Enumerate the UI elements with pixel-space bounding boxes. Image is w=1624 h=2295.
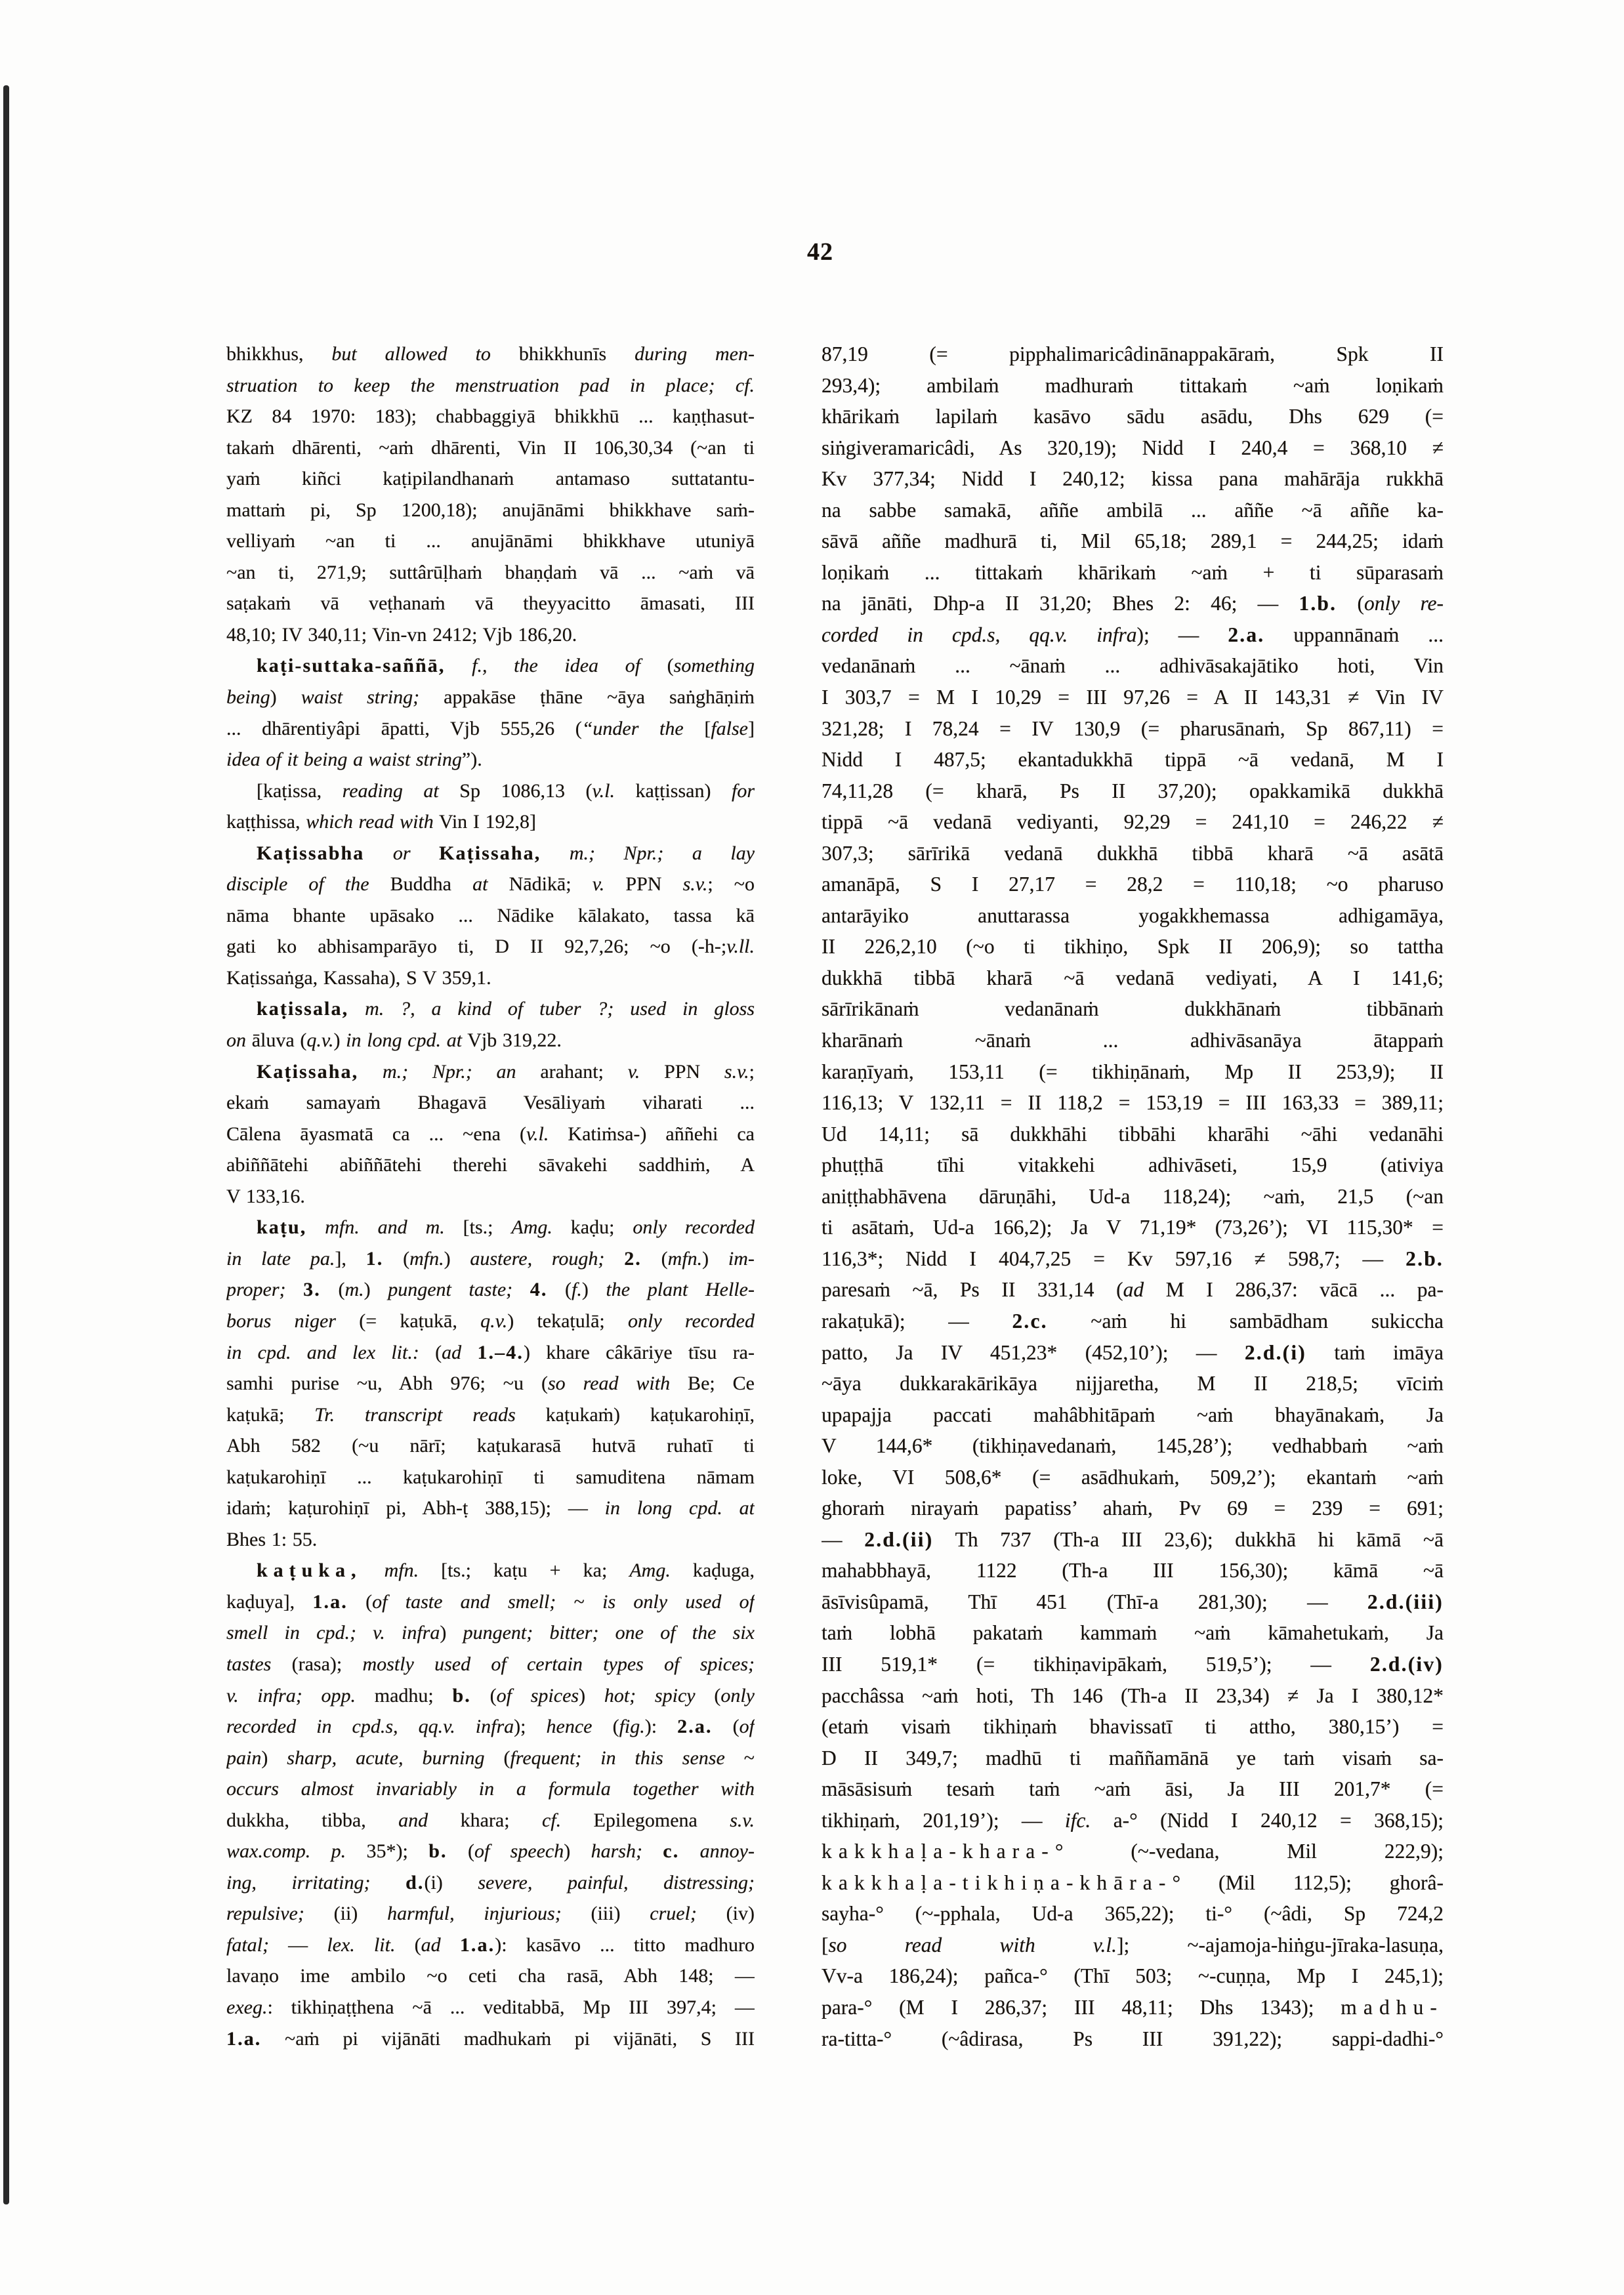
text-line: kaṭuka, mfn. [ts.; kaṭu + ka; Amg. kaḍuga, [257,1560,755,1582]
entry-katissaha [226,1056,755,1212]
text-line: lavaṇo ime ambilo ~o ceti cha rasā, Abh 148; — [226,1965,755,1987]
text-line: D II 349,7; madhū ti maññamānā ye taṁ visaṁ sa- [822,1746,1444,1769]
text-line: na jānāti, Dhp-a II 31,20; Bhes 2: 46; — 1.b. (only re- [822,592,1444,615]
text-line: aniṭṭhabhāvena dāruṇāhi, Ud-a 118,24); ~aṁ, 21,5 (~an [822,1184,1444,1208]
text-line: V 133,16. [226,1185,305,1207]
text-line: idaṁ; kaṭurohiṇī pi, Abh-ṭ 388,15); — in long cpd. at [226,1497,755,1520]
text-line: [kaṭissa, reading at Sp 1086,13 (v.l. kaṭṭissan) for [257,779,755,802]
text-line: (etaṁ visaṁ tikhiṇaṁ bhavissatī ti attho, 380,15’) = [822,1715,1444,1739]
text-line: abiññātehi abiññātehi therehi sāvakehi saddhiṁ, A [226,1154,755,1176]
text-line: phuṭṭhā tīhi vitakkehi adhivāseti, 15,9 (ativiya [822,1153,1444,1177]
text-line: patto, Ja IV 451,23* (452,10’); — 2.d.(i) taṁ imāya [822,1340,1444,1364]
text-line: I 303,7 = M I 10,29 = III 97,26 = A II 143,31 ≠ Vin IV [822,686,1444,709]
text-line: yaṁ kiñci kaṭipilandhanaṁ antamaso suttatantu- [226,468,755,490]
text-line: ekaṁ samayaṁ Bhagavā Vesāliyaṁ viharati ... [226,1092,755,1114]
entry-katuka-continuation [822,339,1444,2054]
entry-katissala [226,993,755,1056]
text-line: 321,28; I 78,24 = IV 130,9 (= pharusānaṁ, Sp 867,11) = [822,716,1444,740]
text-line: na sabbe samakā, aññe ambilā ... aññe ~ā aññe ka- [822,498,1444,522]
text-line: borus niger (= kaṭukā, q.v.) tekaṭulā; only recorded [226,1310,755,1332]
text-line: ra-titta-° (~âdirasa, Ps III 391,22); sappi-dadhi-° [822,2027,1444,2050]
text-line: 307,3; sārīrikā vedanā dukkhā tibbā kharā ~ā asātā [822,841,1444,865]
text-line: Nidd I 487,5; ekantadukkhā tippā ~ā vedanā, M I [822,748,1444,772]
text-line: 48,10; IV 340,11; Vin-vn 2412; Vjb 186,20. [226,623,577,646]
text-line: kaṭi-suttaka-saññā, f., the idea of (something [257,655,755,677]
entry-katuka [226,1555,755,2054]
text-line: Bhes 1: 55. [226,1528,318,1550]
entry-katissabha [226,838,755,994]
text-line: pacchâssa ~aṁ hoti, Th 146 (Th-a II 23,34) ≠ Ja I 380,12* [822,1684,1444,1707]
text-line: āsīvisûpamā, Thī 451 (Thī-a 281,30); — 2.d.(iii) [822,1590,1444,1613]
text-line: ~an ti, 271,9; suttârūḷhaṁ bhaṇḍaṁ vā ... ~aṁ vā [226,561,755,583]
text-line: tikhiṇaṁ, 201,19’); — ifc. a-° (Nidd I 240,12 = 368,15); [822,1808,1444,1832]
text-line: in cpd. and lex lit.: (ad 1.–4.) khare câkāriye tīsu ra- [226,1341,755,1363]
text-line: 293,4); ambilaṁ madhuraṁ tittakaṁ ~aṁ loṇikaṁ [822,373,1444,397]
text-line: gati ko abhisamparāyo ti, D II 92,7,26; ~o (-h-;v.ll. [226,936,755,958]
text-line: upapajja paccati mahâbhitāpaṁ ~aṁ bhayānakaṁ, Ja [822,1403,1444,1426]
text-line: in late pa.], 1. (mfn.) austere, rough; 2. (mfn.) im- [226,1247,755,1270]
text-line: mahabbhayā, 1122 (Th-a III 156,30); kāmā ~ā [822,1559,1444,1582]
text-line: dukkhā tibbā kharā ~ā vedanā vediyati, A I 141,6; [822,966,1444,989]
text-line: [so read with v.l.]; ~-ajamoja-hiṅgu-jīraka-lasuṇa, [822,1933,1444,1956]
entry-kati-continuation [226,339,755,650]
entry-katissa [226,775,755,838]
text-line: idea of it being a waist string”). [226,749,482,771]
text-line: loke, VI 508,6* (= asādhukaṁ, 509,2’); ekantaṁ ~aṁ [822,1465,1444,1489]
text-line: kakkhaḷa-khara-° (~-vedana, Mil 222,9); [822,1840,1444,1863]
text-line: tastes (rasa); mostly used of certain types of spices; [226,1653,755,1675]
text-line: sāvā aññe madhurā ti, Mil 65,18; 289,1 = 244,25; idaṁ [822,529,1444,553]
text-line: exeg.: tikhiṇaṭṭhena ~ā ... veditabbā, Mp III 397,4; — [226,1996,755,2018]
text-line: kharānaṁ ~ānaṁ ... adhivāsanāya ātappaṁ [822,1029,1444,1052]
text-line: para-° (M I 286,37; III 48,11; Dhs 1343); madhu- [822,1995,1444,2019]
text-line: saṭakaṁ vā veṭhanaṁ vā theyyacitto āmasati, III [226,592,755,615]
text-line: recorded in cpd.s, qq.v. infra); hence (fig.): 2.a. (of [226,1716,755,1738]
text-line: 116,13; V 132,11 = II 118,2 = 153,19 = III 163,33 = 389,11; [822,1091,1444,1115]
text-line: loṇikaṁ ... tittakaṁ khārikaṁ ~aṁ + ti sūparasaṁ [822,560,1444,584]
text-line: proper; 3. (m.) pungent taste; 4. (f.) the plant Helle- [226,1279,755,1301]
text-line: Kv 377,34; Nidd I 240,12; kissa pana mahārāja rukkhā [822,467,1444,491]
text-line: on āluva (q.v.) in long cpd. at Vjb 319,22. [226,1029,562,1052]
text-line: sārīrikānaṁ vedanānaṁ dukkhānaṁ tibbānaṁ [822,997,1444,1021]
text-line: mattaṁ pi, Sp 1200,18); anujānāmi bhikkhave saṁ- [226,499,755,521]
text-line: ... dhārentiyâpi āpatti, Vjb 555,26 (“under the [false] [226,717,755,739]
text-line: kaṭukā; Tr. transcript reads kaṭukaṁ) kaṭukarohiṇī, [226,1403,755,1426]
text-line: Kaṭissabha or Kaṭissaha, m.; Npr.; a lay [257,842,755,864]
text-line: 87,19 (= pipphalimaricâdinānappakāraṁ, Spk II [822,342,1444,365]
text-line: kaṭukarohiṇī ... kaṭukarohiṇī ti samuditena nāmam [226,1466,755,1488]
text-line: Abh 582 (~u nārī; kaṭukarasā hutvā ruhatī ti [226,1435,755,1457]
text-line: ~āya dukkarakārikāya nijjaretha, M II 218,5; vīciṁ [822,1372,1444,1396]
text-line: tippā ~ā vedanā vediyanti, 92,29 = 241,10 = 246,22 ≠ [822,810,1444,834]
text-line: V 144,6* (tikhiṇavedanaṁ, 145,28’); vedhabbaṁ ~aṁ [822,1434,1444,1458]
text-line: II 226,2,10 (~o ti tikhiṇo, Spk II 206,9); so tattha [822,935,1444,959]
text-line: kaṭṭhissa, which read with Vin I 192,8] [226,811,537,833]
text-line: karaṇīyaṁ, 153,11 (= tikhiṇānaṁ, Mp II 253,9); II [822,1060,1444,1083]
text-line: KZ 84 1970: 183); chabbaggiyā bhikkhū ... kaṇṭhasut- [226,405,755,428]
text-line: kaṭissala, m. ?, a kind of tuber ?; used in gloss [257,998,755,1020]
text-line: 1.a. ~aṁ pi vijānāti madhukaṁ pi vijānāti, S III [226,2027,755,2050]
text-line: antarāyiko anuttarassa yogakkhemassa adhigamāya, [822,903,1444,927]
text-line: 116,3*; Nidd I 404,7,25 = Kv 597,16 ≠ 598,7; — 2.b. [822,1247,1444,1270]
text-line: disciple of the Buddha at Nādikā; v. PPN s.v.; ~o [226,873,755,896]
text-line: pain) sharp, acute, burning (frequent; in this sense ~ [226,1747,755,1769]
left-column [226,339,755,2054]
text-line: khārikaṁ lapilaṁ kasāvo sādu asādu, Dhs 629 (= [822,405,1444,428]
text-line: kaḍuya], 1.a. (of taste and smell; ~ is only used of [226,1590,755,1613]
text-line: occurs almost invariably in a formula together with [226,1778,755,1800]
text-line: dukkha, tibba, and khara; cf. Epilegomena s.v. [226,1809,755,1831]
text-line: Cālena āyasmatā ca ... ~ena (v.l. Katiṁsa-) aññehi ca [226,1123,755,1145]
text-line: Ud 14,11; sā dukkhāhi tibbāhi kharāhi ~āhi vedanāhi [822,1122,1444,1146]
text-line: takaṁ dhārenti, ~aṁ dhārenti, Vin II 106,30,34 (~an ti [226,436,755,459]
text-line: kakkhaḷa-tikhiṇa-khāra-° (Mil 112,5); ghorâ- [822,1871,1444,1894]
text-line: amanāpā, S I 27,17 = 28,2 = 110,18; ~o pharuso [822,873,1444,896]
text-line: bhikkhus, but allowed to bhikkhunīs during men- [226,343,755,365]
text-line: rakaṭukā); — 2.c. ~aṁ hi sambādham sukiccha [822,1309,1444,1333]
text-line: ti asātaṁ, Ud-a 166,2); Ja V 71,19* (73,26’); VI 115,30* = [822,1216,1444,1239]
text-line: corded in cpd.s, qq.v. infra); — 2.a. uppannānaṁ ... [822,623,1444,646]
text-line: ing, irritating; d.(i) severe, painful, distressing; [226,1871,755,1893]
text-line: 74,11,28 (= kharā, Ps II 37,20); opakkamikā dukkhā [822,779,1444,802]
text-line: repulsive; (ii) harmful, injurious; (iii) cruel; (iv) [226,1903,755,1925]
entry-kati-suttaka-sanna [226,650,755,775]
text-line: III 519,1* (= tikhiṇavipākaṁ, 519,5’); — 2.d.(iv) [822,1652,1444,1676]
page-number: 42 [807,238,833,266]
text-line: māsāsisuṁ tesaṁ taṁ ~aṁ āsi, Ja III 201,7* (= [822,1777,1444,1801]
scan-edge-artifact [3,85,9,2204]
text-line: siṅgiveramaricâdi, As 320,19); Nidd I 240,4 = 368,10 ≠ [822,436,1444,459]
text-line: samhi purise ~u, Abh 976; ~u (so read with Be; Ce [226,1373,755,1395]
text-line: ghoraṁ nirayaṁ papatiss’ ahaṁ, Pv 69 = 239 = 691; [822,1497,1444,1520]
text-line: Vv-a 186,24); pañca-° (Thī 503; ~-cuṇṇa, Mp I 245,1); [822,1964,1444,1988]
text-line: — 2.d.(ii) Th 737 (Th-a III 23,6); dukkhā hi kāmā ~ā [822,1527,1444,1551]
text-line: velliyaṁ ~an ti ... anujānāmi bhikkhave utuniyā [226,530,755,552]
text-line: smell in cpd.; v. infra) pungent; bitter; one of the six [226,1622,755,1644]
text-line: v. infra; opp. madhu; b. (of spices) hot; spicy (only [226,1684,755,1706]
text-line: fatal; — lex. lit. (ad 1.a.): kasāvo ... titto madhuro [226,1933,755,1956]
entry-katu [226,1212,755,1555]
text-line: struation to keep the menstruation pad in place; cf. [226,374,755,396]
text-line: wax.comp. p. 35*); b. (of speech) harsh; c. annoy- [226,1840,755,1863]
text-line: Kaṭissaha, m.; Npr.; an arahant; v. PPN s.v.; [257,1060,755,1083]
text-line: paresaṁ ~ā, Ps II 331,14 (ad M I 286,37: vācā ... pa- [822,1278,1444,1302]
right-column [822,339,1444,2054]
text-line: kaṭu, mfn. and m. [ts.; Amg. kaḍu; only recorded [257,1216,755,1239]
text-line: being) waist string; appakāse ṭhāne ~āya saṅghāṇiṁ [226,686,755,709]
text-line: vedanānaṁ ... ~ānaṁ ... adhivāsakajātiko hoti, Vin [822,654,1444,678]
text-line: Kaṭissaṅga, Kassaha), S V 359,1. [226,966,491,989]
text-line: sayha-° (~-pphala, Ud-a 365,22); ti-° (~âdi, Sp 724,2 [822,1902,1444,1926]
text-line: taṁ lobhā pakataṁ kammaṁ ~aṁ kāmahetukaṁ, Ja [822,1621,1444,1645]
text-line: nāma bhante upāsako ... Nādike kālakato, tassa kā [226,904,755,926]
